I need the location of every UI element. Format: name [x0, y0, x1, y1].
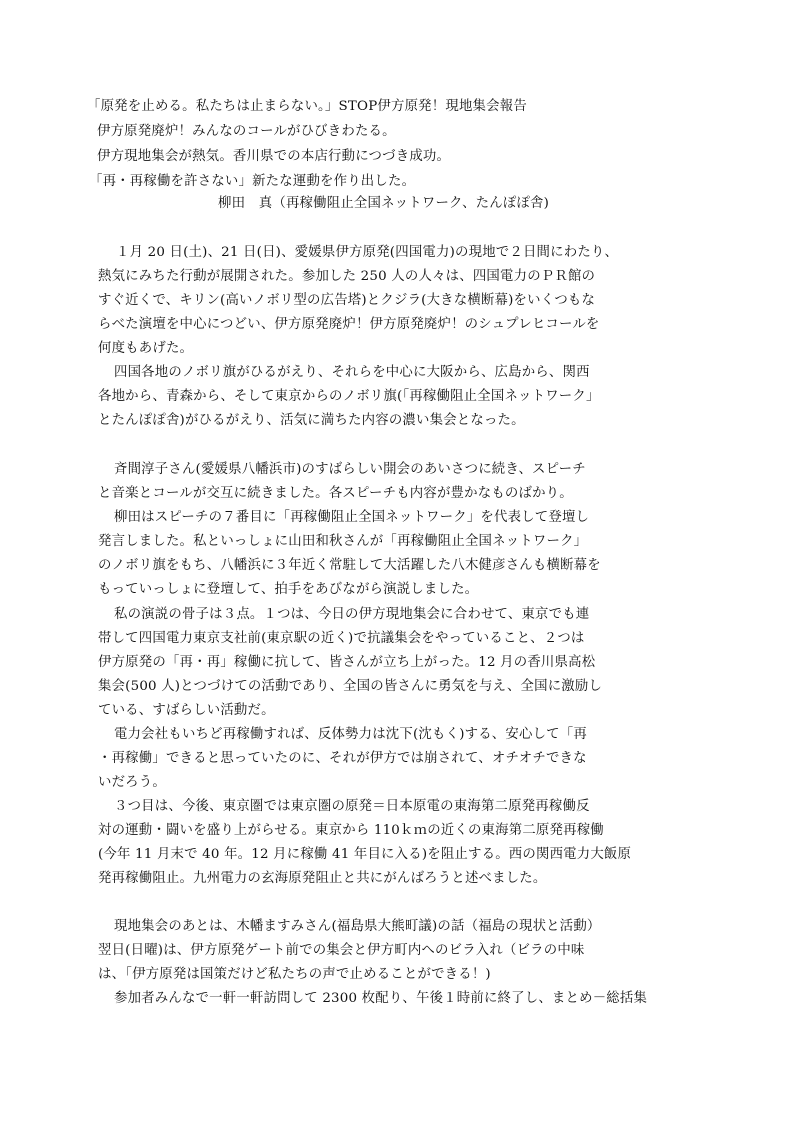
body-line: 何度もあげた。 [98, 341, 194, 356]
body-line: (今年 11 月末で 40 年。12 月に稼働 41 年目に入る)を阻止する。西の関西電力大飯原 [98, 847, 632, 862]
body-line: 発再稼働阻止。九州電力の玄海原発阻止と共にがんばろうと述べました。 [98, 871, 547, 886]
author-line: 柳田 真（再稼働阻止全国ネットワーク、たんぽぽ舎) [218, 196, 550, 211]
body-line: とたんぽぽ舎)がひるがえり、活気に満ちた内容の濃い集会となった。 [98, 413, 525, 428]
body-line: 参加者みんなで一軒一軒訪問して 2300 枚配り、午後１時前に終了し、まとめ－総括集 [114, 991, 648, 1006]
body-line: 伊方原発の「再・再」稼働に抗して、皆さんが立ち上がった。12 月の香川県高松 [98, 655, 596, 670]
body-line: すぐ近くで、キリン(高いノボリ型の広告塔)とクジラ(大きな横断幕)をいくつもな [98, 293, 596, 308]
body-line: ・再稼働」できると思っていたのに、それが伊方では崩されて、オチオチできな [98, 751, 587, 766]
body-line: 翌日(日曜)は、伊方原発ゲート前での集会と伊方町内へのビラ入れ（ビラの中味 [98, 943, 585, 958]
body-line: １月 20 日(土)、21 日(日)、愛媛県伊方原発(四国電力)の現地で２日間にわたり、 [116, 245, 619, 260]
body-line: もっていっしょに登壇して、拍手をあびながら演説しました。 [98, 582, 479, 597]
body-line: は、｢伊方原発は国策だけど私たちの声で止めることができる！) [98, 967, 491, 982]
body-line: のノボリ旗をもち、八幡浜に３年近く常駐して大活躍した八木健彦さんも横断幕を [98, 558, 601, 573]
body-line: 発言しました。私といっしょに山田和秋さんが「再稼働阻止全国ネットワーク」 [98, 534, 588, 549]
body-line: 帯して四国電力東京支社前(東京駅の近く)で抗議集会をやっていること、２つは [98, 631, 585, 646]
body-line: 電力会社もいちど再稼働すれば、反体勢力は沈下(沈もく)する、安心して「再 [114, 727, 587, 742]
body-line: らべた演壇を中心につどい、伊方原発廃炉！伊方原発廃炉！のシュプレヒコールを [98, 317, 600, 332]
body-line: 熱気にみちた行動が展開された。参加した 250 人の人々は、四国電力のＰＲ館の [98, 269, 596, 284]
body-line: いだろう。 [98, 775, 166, 790]
body-line: 私の演説の骨子は３点。１つは、今日の伊方現地集会に合わせて、東京でも連 [114, 607, 590, 622]
body-line: 斉間淳子さん(愛媛県八幡浜市)のすばらしい開会のあいさつに続き、スピーチ [114, 462, 586, 477]
body-line: 柳田はスピーチの７番目に「再稼働阻止全国ネットワーク」を代表して登壇し [114, 510, 590, 525]
body-line: ３つ目は、今後、東京圏では東京圏の原発＝日本原電の東海第二原発再稼働反 [114, 799, 590, 814]
body-line: 集会(500 人)とつづけての活動であり、全国の皆さんに勇気を与え、全国に激励し [98, 679, 603, 694]
report-title: 「原発を止める。私たちは止まらない。」STOP伊方原発！現地集会報告 [87, 99, 527, 114]
body-line: 各地から、青森から、そして東京からのノボリ旗(「再稼働阻止全国ネットワーク」 [98, 389, 600, 404]
lead-line: 伊方原発廃炉！みんなのコールがひびきわたる。 [97, 124, 396, 139]
lead-line: 「再・再稼働を許さない」新たな運動を作り出した。 [89, 174, 416, 189]
body-line: 四国各地のノボリ旗がひるがえり、それらを中心に大阪から、広島から、関西 [114, 365, 590, 380]
body-line: 対の運動・闘いを盛り上がらせる。東京から 110ｋｍの近くの東海第二原発再稼働 [98, 823, 604, 838]
body-line: ている、すばらしい活動だ。 [98, 703, 275, 718]
body-line: と音楽とコールが交互に続きました。各スピーチも内容が豊かなものばかり。 [98, 486, 573, 501]
body-line: 現地集会のあとは、木幡ますみさん(福島県大熊町議)の話（福島の現状と活動） [114, 919, 601, 934]
lead-line: 伊方現地集会が熱気。香川県での本店行動につづき成功。 [97, 149, 451, 164]
